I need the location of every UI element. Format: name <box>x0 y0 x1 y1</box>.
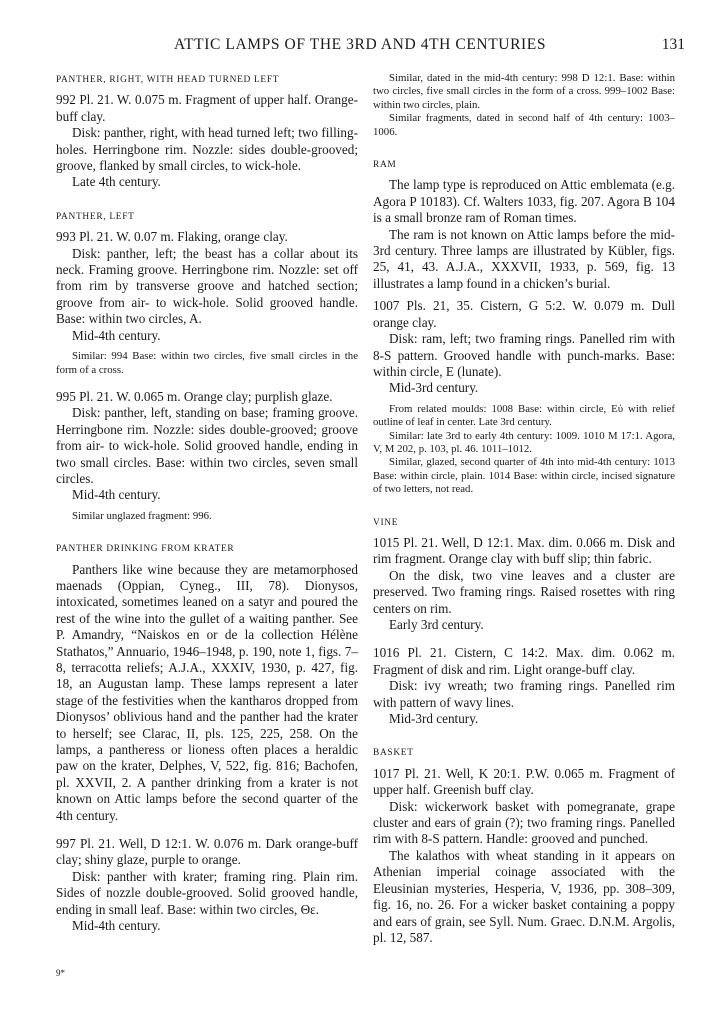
entry-1016-date: Mid-3rd century. <box>389 711 479 727</box>
running-head <box>56 36 685 58</box>
kalathos-discussion: The kalathos with wheat standing in it appears on Athenian imperial coinage associated with the Eleusinian mysteries, Hesperia, V, 1936, pp. 308–309, fig. 16, no. 26. For a wicker basket containing a poppy and ears of grain, see Syll. Num. Graec. D.N.M. Argolis, pl. 12, 587. <box>373 847 675 945</box>
entry-993-description: Disk: panther, left; the beast has a collar about its neck. Framing groove. Herringbone rim. Nozzle: set off from rim by transverse groove and hatched section; groove from air- to wick-hole. Solid grooved handle. Base: within two circles, A. <box>56 245 358 327</box>
entry-995-date: Mid-4th century. <box>72 487 161 503</box>
entry-992-date: Late 4th century. <box>72 174 161 190</box>
entry-1009-note: Similar: late 3rd to early 4th century: 1009. 1010 M 17:1. Agora, V, M 202, p. 103, pl. 46. 1011–1012. <box>373 429 675 455</box>
entry-1017-heading: 1017 Pl. 21. Well, K 20:1. P.W. 0.065 m. Fragment of upper half. Greenish buff clay. <box>373 765 675 798</box>
section-heading-panther-krater: PANTHER DRINKING FROM KRATER <box>56 544 235 555</box>
section-heading-basket: BASKET <box>373 748 414 759</box>
entry-992-description: Disk: panther, right, with head turned left; two filling-holes. Herringbone rim. Nozzle: sides double-grooved; groove, flanked by small circles, to wick-hole. <box>56 125 358 174</box>
page-number: 131 <box>661 36 685 53</box>
entry-1016-heading: 1016 Pl. 21. Cistern, C 14:2. Max. dim. 0.062 m. Fragment of disk and rim. Light orange-buff clay. <box>373 645 675 677</box>
entry-994-note: Similar: 994 Base: within two circles, five small circles in the form of a cross. <box>56 350 358 376</box>
entry-996-note: Similar unglazed fragment: 996. <box>72 509 212 522</box>
entry-1015-description: On the disk, two vine leaves and a cluster are preserved. Two framing rings. Raised rosettes with ring centers on rim. <box>373 567 675 616</box>
section-heading-panther-left: PANTHER, LEFT <box>56 211 135 222</box>
running-title: ATTIC LAMPS OF THE 3RD AND 4TH CENTURIES <box>174 36 547 53</box>
section-heading-ram: RAM <box>373 160 397 171</box>
entry-998-note: Similar, dated in the mid-4th century: 998 D 12:1. Base: within two circles, five small circles in the form of a cross. 999–1002 Base: within two circles, plain. <box>373 72 675 111</box>
ram-discussion-2: The ram is not known on Attic lamps before the mid-3rd century. Three lamps are illustrated by Kübler, figs. 25, 41, 43. A.J.A., XXXVII, 1933, p. 569, fig. 13 illustrates a lamp found in a chicken’s burial. <box>373 226 675 291</box>
section-heading-panther-right: PANTHER, RIGHT, WITH HEAD TURNED LEFT <box>56 75 280 85</box>
entry-993-heading: 993 Pl. 21. W. 0.07 m. Flaking, orange clay. <box>56 229 288 245</box>
entry-995-description: Disk: panther, left, standing on base; framing groove. Herringbone rim. Nozzle: sides double-grooved; groove from air- to wick-hole. Solid grooved handle, ending in two small circles. Base: within two circles, seven small circles. <box>56 405 358 486</box>
entry-997-date: Mid-4th century. <box>72 918 161 934</box>
entry-1007-date: Mid-3rd century. <box>389 380 479 396</box>
entry-1015-heading: 1015 Pl. 21. Well, D 12:1. Max. dim. 0.066 m. Disk and rim fragment. Orange clay with buff slip; thin fabric. <box>373 534 675 567</box>
krater-discussion: Panthers like wine because they are metamorphosed maenads (Oppian, Cyneg., III, 78). Dionysos, intoxicated, sometimes leaned on a satyr and poured the rest of the wine into the gullet of a waiting panther. See P. Amandry, “Naiskos en or de la collection Hélène Stathatos,” Annuario, 1946–1948, p. 190, note 1, figs. 7–8, terracotta reliefs; A.J.A., XXXIV, 1930, p. 427, fig. 18, an Augustan lamp. These lamps represent a later stage of the festivities when the kantharos dropped from Dionysos’ oblivious hand and the panther had the krater to herself; see Clarac, II, pls. 125, 225, 258. On the lamps, a pantheress or lioness often places a heraldic paw on the krater, Delphes, V, 522, fig. 816; Bachofen, pl. XXVII, 2. A panther drinking from a krater is not known on Attic lamps before the second quarter of the 4th century. <box>56 561 358 823</box>
entry-1007-description: Disk: ram, left; two framing rings. Panelled rim with 8-S pattern. Grooved handle with punch-marks. Base: within circle, E (lunate). <box>373 331 675 379</box>
entry-1015-date: Early 3rd century. <box>389 617 484 632</box>
entry-1008-note: From related moulds: 1008 Base: within circle, Eὐ with relief outline of leaf in center. Late 3rd century. <box>373 402 675 429</box>
ram-discussion-1: The lamp type is reproduced on Attic emblemata (e.g. Agora P 10183). Cf. Walters 1033, fig. 207. Agora B 104 is a small bronze ram of Roman times. <box>373 177 675 226</box>
entry-992-heading: 992 Pl. 21. W. 0.075 m. Fragment of upper half. Orange-buff clay. <box>56 92 358 124</box>
section-heading-vine: VINE <box>373 517 399 528</box>
entry-1003-note: Similar fragments, dated in second half of 4th century: 1003–1006. <box>373 112 675 138</box>
entry-997-heading: 997 Pl. 21. Well, D 12:1. W. 0.076 m. Dark orange-buff clay; shiny glaze, purple to orange. <box>56 836 358 868</box>
entry-1013-note: Similar, glazed, second quarter of 4th into mid-4th century: 1013 Base: within circle, plain. 1014 Base: within circle, incised signature of two letters, not read. <box>373 456 675 496</box>
entry-993-date: Mid-4th century. <box>72 327 161 343</box>
entry-997-description: Disk: panther with krater; framing ring. Plain rim. Sides of nozzle double-grooved. Solid grooved handle, ending in small leaf. Base: within two circles, Θε. <box>56 868 358 917</box>
entry-1007-heading: 1007 Pls. 21, 35. Cistern, G 5:2. W. 0.079 m. Dull orange clay. <box>373 298 675 330</box>
entry-1016-description: Disk: ivy wreath; two framing rings. Panelled rim with pattern of wavy lines. <box>373 678 675 710</box>
right-column <box>373 72 675 946</box>
entry-1017-description: Disk: wickerwork basket with pomegranate, grape cluster and ears of grain (?); two framing rings. Panelled rim with 8-S pattern. Handle: grooved and punched. <box>373 798 675 847</box>
signature-mark: 9* <box>56 968 65 978</box>
entry-995-heading: 995 Pl. 21. W. 0.065 m. Orange clay; purplish glaze. <box>56 388 333 404</box>
left-column <box>56 72 358 935</box>
